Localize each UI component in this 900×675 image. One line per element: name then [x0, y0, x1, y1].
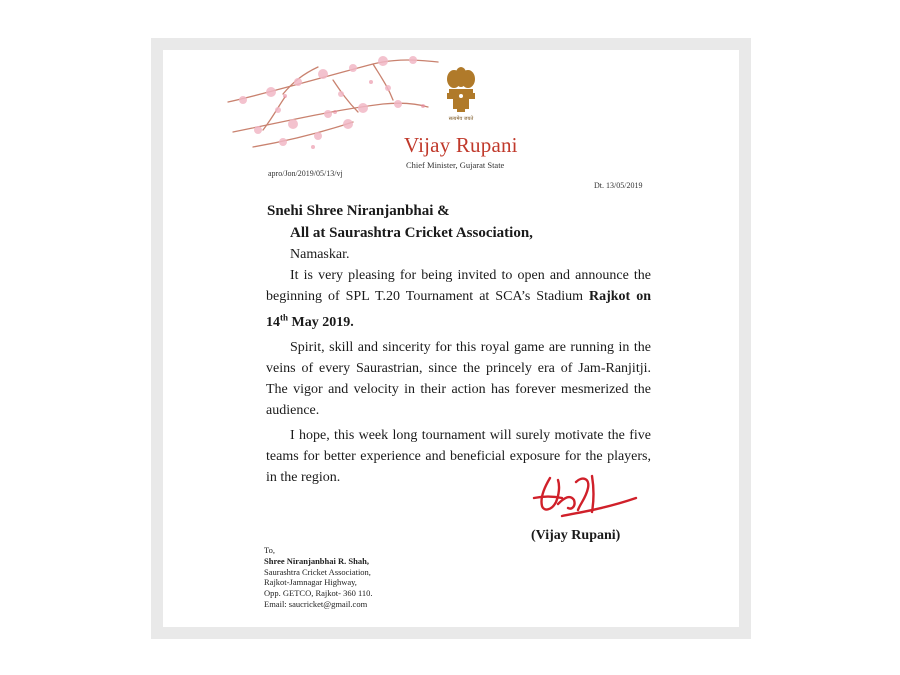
salutation-line-1: Snehi Shree Niranjanbhai & [267, 203, 450, 219]
letter-date: Dt. 13/05/2019 [594, 181, 643, 190]
event-date-ordinal: th [280, 312, 289, 322]
event-date-pre: Rajkot on 14 [266, 289, 651, 330]
body-paragraph-1 [266, 265, 651, 333]
national-emblem-icon [443, 65, 479, 123]
reference-number: apro/Jon/2019/05/13/vj [268, 169, 343, 178]
address-to: To, [264, 545, 275, 555]
emblem-motto: सत्यमेव जयते [448, 116, 474, 122]
greeting: Namaskar. [290, 247, 350, 262]
address-line-2: Saurashtra Cricket Association, [264, 566, 371, 577]
event-date-post: May 2019. [288, 314, 354, 330]
body-paragraph-3: I hope, this week long tournament will surely motivate the five teams for better experience and beneficial exposure for the players, in the region. [266, 427, 651, 485]
letter-body [266, 265, 651, 492]
signer-name: (Vijay Rupani) [531, 528, 621, 543]
address-line-1: Shree Niranjanbhai R. Shah, [264, 555, 369, 566]
handwritten-signature [532, 468, 642, 528]
salutation-line-2: All at Saurashtra Cricket Association, [290, 225, 533, 241]
address-email: Email: saucricket@gmail.com [264, 598, 368, 609]
recipient-address [264, 545, 373, 610]
body-paragraph-1-text: It is very pleasing for being invited to open and announce the beginning of SPL T.20 Tournament at SCA’s Stadium [266, 268, 651, 304]
address-line-3: Rajkot-Jamnagar Highway, [264, 577, 357, 588]
body-paragraph-2: Spirit, skill and sincerity for this royal game are running in the veins of every Saurastrian, since the princely era of Jam-Ranjitji. The vigor and velocity in their action has forever mesmerized the audience. [266, 339, 651, 418]
address-line-4: Opp. GETCO, Rajkot- 360 110. [264, 588, 373, 599]
author-title: Chief Minister, Gujarat State [406, 160, 505, 170]
author-name: Vijay Rupani [404, 133, 518, 157]
